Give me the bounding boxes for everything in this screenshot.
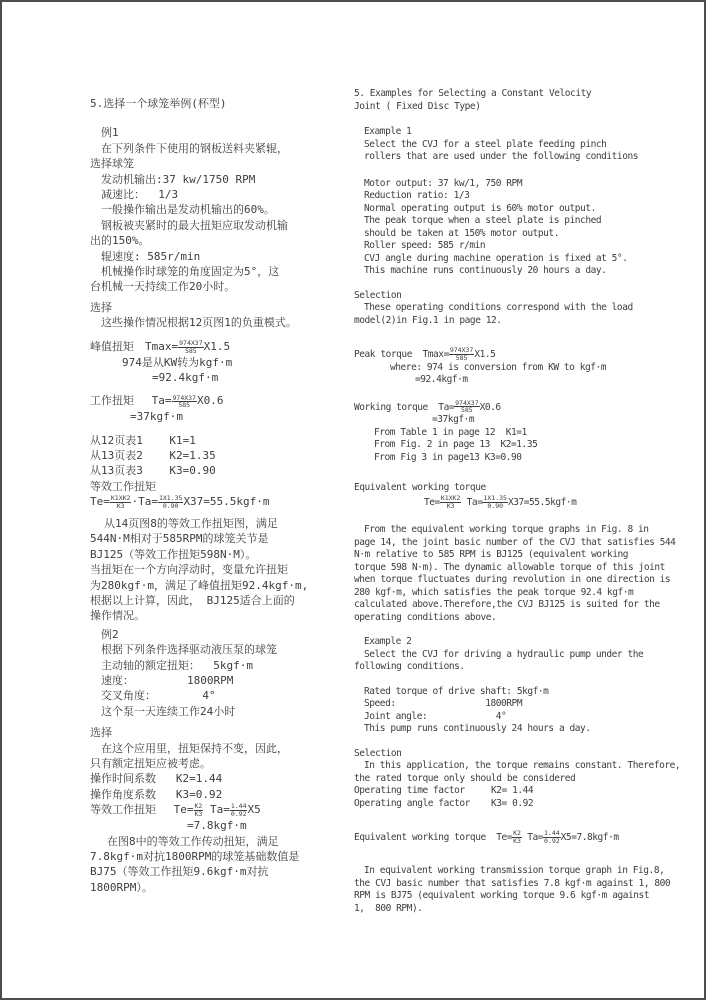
text-line: 操作情况。 [90,609,145,623]
text-line: 280 kgf·m, which satisfies the peak torque 92.4 kgf·m [354,586,634,598]
text-line: the rated torque only should be considered [354,772,576,784]
paragraph [90,516,358,624]
text-line: =37kgf·m [130,410,183,424]
paragraph [354,482,666,509]
fraction: $\frac{974X37}{585}$ [455,398,479,415]
fraction: $\frac{K2}{K3}$ [513,829,521,846]
text-line: Normal operating output is 60% motor output. [364,202,596,214]
text-line: Joint angle: 4° [364,710,507,722]
fraction: $\frac{K1XK2}{K3}$ [110,494,131,511]
text-line: 工作扭矩 Ta= $\frac{974X37}{585}$ X0.6 [90,393,224,410]
paragraph [354,636,666,674]
text-line: =37kgf·m [432,414,475,426]
text-line: 当扭矩在一个方向浮动时，变量允许扭矩 [90,563,288,577]
paragraph [90,125,358,294]
text-line: where: 974 is conversion from KW to kgf·m [390,361,607,373]
text-line: Equivalent working torque Te= $\frac{K2}{K3}$ Ta= $\frac{1.44}{0.92}$ X5=7.8kgf·m [354,829,619,846]
text-line: Selection [354,747,402,759]
text-line: 根据下列条件选择驱动液压泵的球笼 [101,643,277,657]
text-line: 机械操作时球笼的角度固定为5°，这 [101,265,280,279]
text-line: These operating conditions correspond with the load [364,302,633,313]
text-line: 1800RPM）。 [90,880,153,894]
text-line: Equivalent working torque [354,482,486,494]
text-line: page 14, the joint basic number of the CVJ that satisfies 544 [354,536,676,548]
text-line: RPM is BJ75 (equivalent working torque 9.6 kgf·m against [354,890,650,901]
paragraph [354,347,666,387]
text-line: Te= $\frac{K1XK2}{K3}$ Ta= $\frac{1X1.35}{0.90}$ X37=55.5kgf·m [424,493,577,510]
text-line: 例1 [101,126,119,140]
paragraph [354,524,676,624]
text-line: In equivalent working transmission torque graph in Fig.8, [364,865,665,876]
text-line: Motor output: 37 kw/1, 750 RPM [364,177,523,189]
text-line: rollers that are used under the following conditions [364,151,639,162]
text-line: 速度： 1800RPM [101,674,234,688]
text-line: =7.8kgf·m [187,819,247,833]
text-line: Operating angle factor K3= 0.92 [354,797,534,809]
text-line: 钢板被夹紧时的最大扭矩应取发动机输 [101,218,288,232]
text-line: Roller speed: 585 r/min [364,240,486,251]
fraction: $\frac{974X37}{585}$ [172,393,196,410]
text-line: 选择 [90,300,112,314]
fraction: $\frac{974X37}{585}$ [179,338,203,355]
text-line: =92.4kgf·m [415,374,468,386]
text-line: 台机械一天持续工作20小时。 [90,280,236,294]
text-line: From Fig 3 in page13 K3=0.90 [374,451,522,463]
fraction: $\frac{1.44}{0.92}$ [544,829,560,846]
fraction: $\frac{1X1.35}{0.90}$ [483,493,507,510]
text-line: 主动轴的额定扭矩： 5kgf·m [101,658,253,672]
text-line: From Fig. 2 in page 13 K2=1.35 [374,439,538,451]
text-line: In this application, the torque remains constant. Therefore, [364,760,681,772]
text-line: 从12页表1 K1=1 [90,433,196,447]
text-line: 等效工作扭矩 Te= $\frac{K2}{K3}$ Ta= $\frac{1.44}{0.92}$ X5 [90,802,261,819]
paragraph [90,339,358,386]
text-line: CVJ angle during machine operation is fixed at 5°. [364,252,628,264]
text-line: operating conditions above. [354,611,497,623]
text-line: 从14页图8的等效工作扭矩图，满足 [104,516,278,530]
text-line: following conditions. [354,661,465,673]
paragraph [354,747,681,811]
text-line: Working torque Ta= $\frac{974X37}{585}$ X0.6 [354,398,501,415]
fraction: $\frac{1X1.35}{0.90}$ [158,494,183,511]
text-line: BJ75（等效工作扭矩9.6kgf·m对抗 [90,865,269,879]
text-line: From Table 1 in page 12 K1=1 [374,426,527,438]
text-line: 发动机输出:37 kw/1750 RPM [101,172,256,186]
text-line: 从13页表3 K3=0.90 [90,464,216,478]
text-line: 峰值扭矩 Tmax= $\frac{974X37}{585}$ X1.5 [90,338,231,355]
paragraph [354,400,666,465]
text-line: Reduction ratio: 1/3 [364,190,470,201]
text-line: BJ125（等效工作扭矩598N·M）。 [90,547,257,561]
text-line: The peak torque when a steel plate is pinched [364,215,602,226]
text-line: 在下列条件下使用的钢板送料夹紧辊， [101,141,288,155]
paragraph [354,88,666,113]
text-line: This machine runs continuously 20 hours a day. [364,265,607,276]
paragraph [354,865,671,915]
text-line: Select the CVJ for driving a hydraulic pump under the [364,648,644,660]
text-line: model(2)in Fig.1 in page 12. [354,314,502,326]
chinese-column [90,96,358,895]
paragraph [90,393,358,424]
text-line: 减速比： 1/3 [101,188,179,202]
text-line: 出的150%。 [90,234,150,248]
paragraph [354,290,666,328]
text-line: Select the CVJ for a steel plate feeding pinch [364,138,607,150]
text-line: torque 598 N·m). The dynamic allowable torque of this joint [354,561,665,573]
paragraph [90,300,358,331]
text-line: 5.选择一个球笼举例(杯型) [90,97,227,110]
text-line: 选择 [90,726,112,740]
text-line: Example 2 [364,636,412,648]
text-line: 这个泵一天连续工作24小时 [101,704,236,718]
text-line: 辊速度: 585r/min [101,249,201,263]
text-line: 1, 800 RPM). [354,902,423,914]
paragraph [90,834,358,896]
text-line: 在这个应用里，扭矩保持不变，因此， [101,741,288,755]
text-line: =92.4kgf·m [152,370,219,384]
english-column [354,88,681,915]
text-line: 例2 [101,627,119,641]
text-line: the CVJ basic number that satisfies 7.8 kgf·m against 1, 800 [354,877,671,889]
text-line: 一般操作输出是发动机输出的60%。 [101,203,275,217]
text-line: 544N·M相对于585RPM的球笼关节是 [90,532,269,546]
fraction: $\frac{1.44}{0.92}$ [230,802,247,819]
text-line: calculated above.Therefore,the CVJ BJ125 is suited for the [354,599,660,611]
text-line: 操作时间系数 K2=1.44 [90,772,223,786]
text-line: should be taken at 150% motor output. [364,227,559,239]
paragraph [354,126,666,164]
text-line: N·m relative to 585 RPM is BJ125 (equivalent working [354,549,629,561]
text-line: 交叉角度： 4° [101,689,216,703]
text-line: Operating time factor K2= 1.44 [354,785,534,797]
text-line: 等效工作扭矩 [90,479,156,493]
paragraph [90,96,358,111]
text-line: This pump runs continuously 24 hours a day. [364,723,591,735]
text-line: 选择球笼 [90,157,134,171]
text-line: 7.8kgf·m对抗1800RPM的球笼基础数值是 [90,849,300,863]
text-line: Peak torque Tmax= $\frac{974X37}{585}$ X1.5 [354,346,496,362]
text-line: 这些操作情况根据12页图1的负重模式。 [101,316,297,330]
text-line: Speed: 1800RPM [364,698,523,710]
text-line: Te= $\frac{K1XK2}{K3}$ ·Ta= $\frac{1X1.35}{0.90}$ X37=55.5kgf·m [90,494,270,511]
text-line: Joint ( Fixed Disc Type) [354,100,481,112]
text-line: 在图8中的等效工作传动扭矩，满足 [107,834,279,848]
text-line: From the equivalent working torque graphs in Fig. 8 in [364,524,649,536]
text-line: 5. Examples for Selecting a Constant Velocity [354,88,592,99]
paragraph [354,178,666,278]
text-line: 从13页表2 K2=1.35 [90,448,216,462]
paragraph [90,725,358,833]
text-line: 根据以上计算，因此， BJ125适合上面的 [90,594,295,607]
fraction: $\frac{K2}{K3}$ [194,802,203,819]
text-line: Selection [354,289,402,301]
paragraph [90,433,358,510]
fraction: $\frac{974X37}{585}$ [449,346,474,362]
text-line: 974是从KW转为kgf·m [122,355,233,369]
text-line: Example 1 [364,126,412,137]
text-line: 只有额定扭矩应被考虑。 [90,757,211,771]
text-line: when torque fluctuates during revolution in one direction is [354,574,671,586]
paragraph [354,830,666,845]
paragraph [354,686,666,736]
text-line: 为280kgf·m，满足了峰值扭矩92.4kgf·m, [90,578,309,592]
text-line: Rated torque of drive shaft: 5kgf·m [364,685,549,697]
paragraph [90,627,358,719]
fraction: $\frac{K1XK2}{K3}$ [440,493,461,510]
text-line: 操作角度系数 K3=0.92 [90,787,223,801]
